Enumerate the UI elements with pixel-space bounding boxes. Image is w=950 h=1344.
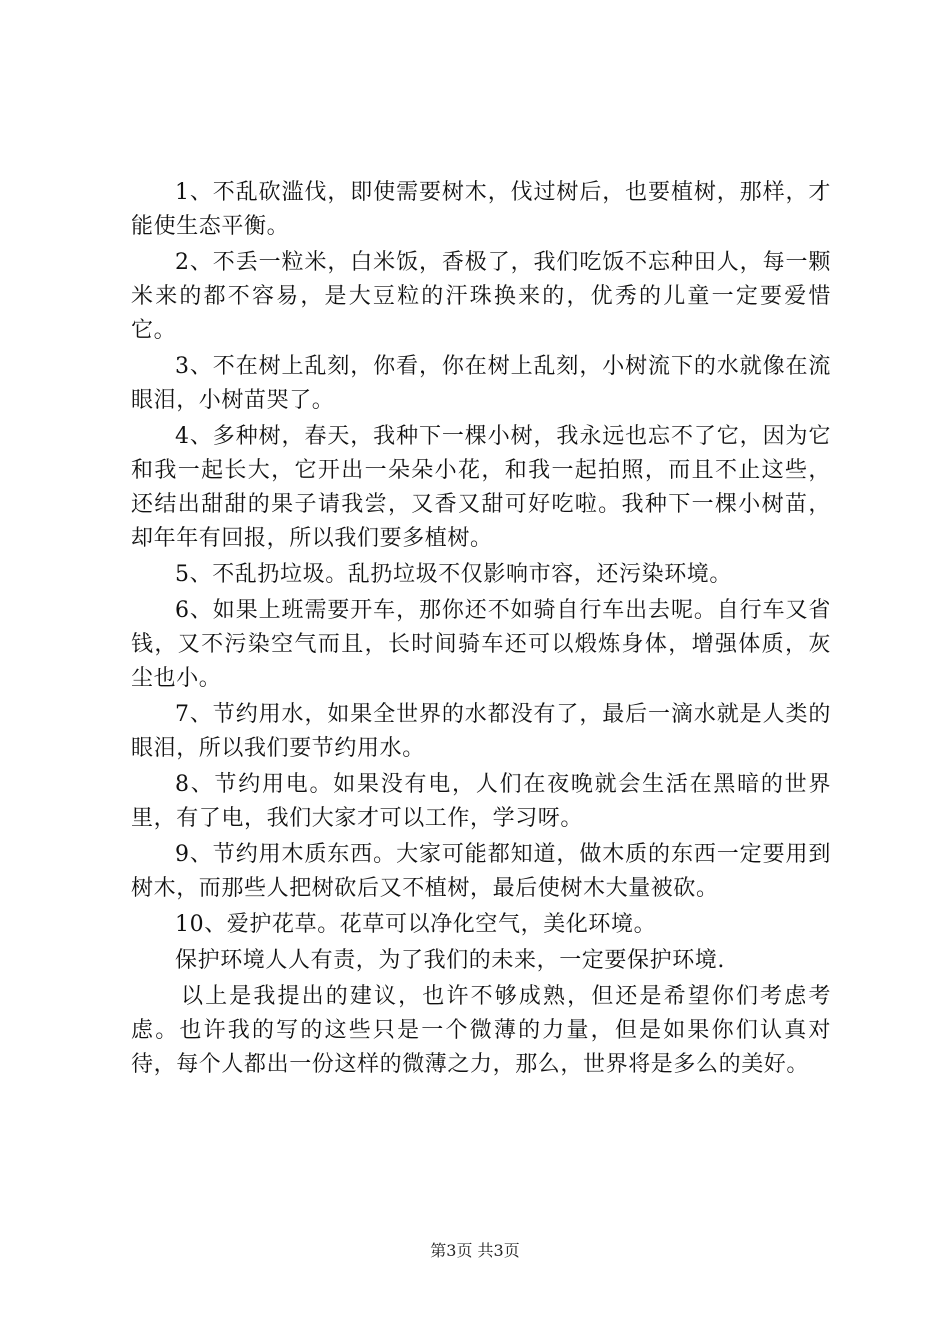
paragraph-closing: 保护环境人人有责，为了我们的未来，一定要保护环境. — [175, 948, 725, 973]
paragraph-conclusion: 以上是我提出的建议，也许不够成熟，但还是希望你们考虑考虑。也许我的写的这些只是一个微薄的力量，但是如果你们认真对待，每个人都出一份这样的微薄之力，那么，世界将是多么的美好。 — [131, 984, 831, 1077]
document-body — [131, 176, 831, 1084]
paragraph-4: 4、多种树，春天，我种下一棵小树，我永远也忘不了它，因为它和我一起长大，它开出一朵朵小花，和我一起拍照，而且不止这些，还结出甜甜的果子请我尝，又香又甜可好吃啦。我种下一棵小树苗，却年年有回报，所以我们要多植树。 — [131, 424, 831, 551]
paragraph-3: 3、不在树上乱刻，你看，你在树上乱刻，小树流下的水就像在流眼泪，小树苗哭了。 — [131, 354, 831, 413]
paragraph-2: 2、不丢一粒米，白米饭，香极了，我们吃饭不忘种田人，每一颗米来的都不容易，是大豆粒的汗珠换来的，优秀的儿童一定要爱惜它。 — [131, 250, 831, 343]
page-footer: 第3页 共3页 — [430, 1241, 520, 1260]
paragraph-8: 8、节约用电。如果没有电，人们在夜晚就会生活在黑暗的世界里，有了电，我们大家才可以工作，学习呀。 — [131, 772, 831, 831]
paragraph-6: 6、如果上班需要开车，那你还不如骑自行车出去呢。自行车又省钱，又不污染空气而且，长时间骑车还可以煅炼身体，增强体质，灰尘也小。 — [131, 598, 831, 691]
paragraph-5: 5、不乱扔垃圾。乱扔垃圾不仅影响市容，还污染环境。 — [175, 562, 732, 587]
paragraph-7: 7、节约用水，如果全世界的水都没有了，最后一滴水就是人类的眼泪，所以我们要节约用水。 — [131, 702, 831, 761]
paragraph-9: 9、节约用木质东西。大家可能都知道，做木质的东西一定要用到树木，而那些人把树砍后又不植树，最后使树木大量被砍。 — [131, 842, 831, 901]
paragraph-1: 1、不乱砍滥伐，即使需要树木，伐过树后，也要植树，那样，才能使生态平衡。 — [131, 180, 831, 239]
paragraph-10: 10、爱护花草。花草可以净化空气，美化环境。 — [175, 912, 657, 937]
